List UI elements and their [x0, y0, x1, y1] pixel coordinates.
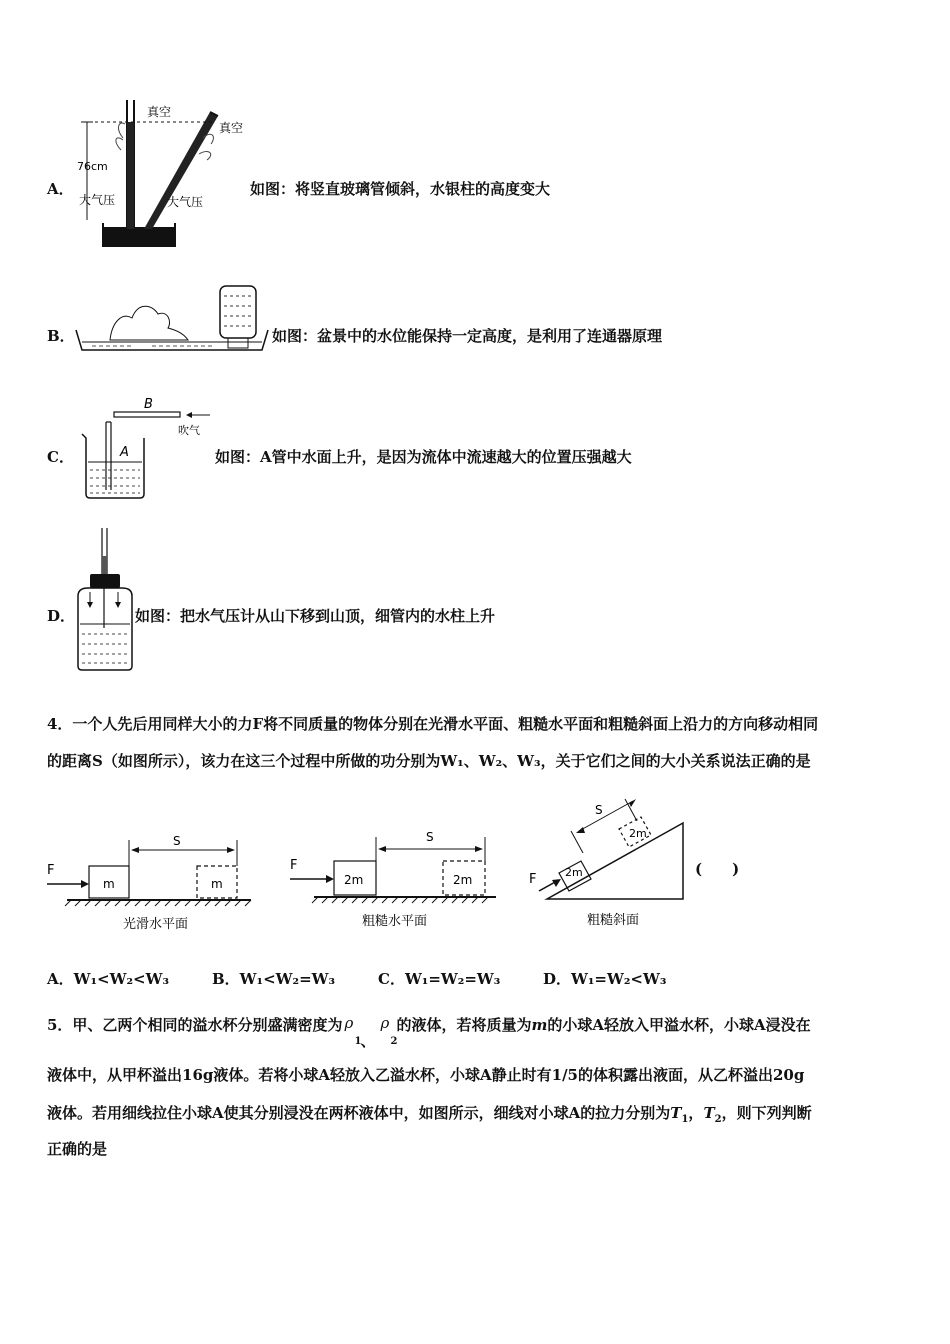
caption-2: 粗糙水平面	[362, 914, 428, 929]
q4-line-2: 的距离S（如图所示），该力在这三个过程中所做的功分别为W₁、W₂、W₃，关于它们之间的大小关系说法正确的是	[47, 752, 811, 770]
q5-line-3	[47, 1102, 812, 1125]
option-a-figure	[75, 98, 245, 250]
option-b-letter: B．	[47, 327, 75, 345]
rho-sep: 、	[360, 1032, 376, 1050]
q4-answer-paren: ( )	[695, 860, 740, 878]
option-b-figure	[72, 282, 272, 358]
q4-choice-c: C．W₁=W₂=W₃	[378, 970, 501, 988]
q5-line-1-c: 的小球A轻放入甲溢水杯，小球A浸没在	[547, 1016, 811, 1034]
q4-figure-smooth	[45, 830, 255, 934]
vacuum-label-2: 真空	[219, 121, 244, 135]
t-comma: ，	[688, 1104, 704, 1122]
atm-label-2: 大气压	[167, 195, 204, 209]
q4-choice-b: B．W₁<W₂=W₃	[212, 970, 336, 988]
mass-label-2b: 2m	[453, 873, 473, 887]
mass-label-3: 2m	[565, 866, 583, 879]
mass-label-1b: m	[211, 877, 223, 891]
mass-label-2: 2m	[344, 873, 364, 887]
t1-symbol: T	[670, 1104, 682, 1122]
q5-line-4: 正确的是	[47, 1140, 108, 1158]
dist-label-1: S	[173, 834, 181, 848]
vacuum-label-1: 真空	[147, 105, 172, 119]
q5-line-3-b: ，则下列判断	[721, 1104, 812, 1122]
force-label-1: F	[47, 863, 55, 878]
atm-label-1: 大气压	[79, 193, 116, 207]
dist-label-3: S	[595, 803, 603, 817]
option-c-figure	[76, 394, 216, 502]
height-label: 76cm	[77, 160, 108, 173]
rho-1: ρ	[344, 1014, 354, 1032]
option-d-figure	[74, 528, 136, 672]
option-a-letter: A．	[47, 180, 74, 198]
blow-label: 吹气	[178, 424, 200, 437]
q5-line-3-a: 液体。若用细线拉住小球A使其分别浸没在两杯液体中，如图所示，细线对小球A的拉力分别为	[47, 1104, 671, 1122]
t2-sub: 2	[714, 1114, 722, 1125]
mass-label-1: m	[103, 877, 115, 891]
rho-2: ρ	[380, 1014, 390, 1032]
option-a-text: 如图：将竖直玻璃管倾斜，水银柱的高度变大	[250, 180, 551, 198]
option-c-text: 如图：A管中水面上升，是因为流体中流速越大的位置压强越大	[215, 448, 632, 466]
q4-figure-rough	[288, 823, 498, 933]
mass-label-3b: 2m	[629, 827, 647, 840]
q5-line-1	[47, 1014, 811, 1050]
caption-1: 光滑水平面	[123, 917, 189, 932]
option-d-letter: D．	[47, 607, 76, 625]
rho-2-sub: 2	[390, 1036, 398, 1047]
t2-symbol: T	[703, 1104, 715, 1122]
option-d-text: 如图：把水气压计从山下移到山顶，细管内的水柱上升	[135, 607, 496, 625]
option-c-letter: C．	[47, 448, 74, 466]
force-label-2: F	[290, 858, 298, 873]
q5-line-1-a: 5．甲、乙两个相同的溢水杯分别盛满密度为	[47, 1016, 343, 1034]
q5-line-1-b: 的液体，若将质量为	[396, 1016, 532, 1034]
q4-choice-d: D．W₁=W₂<W₃	[543, 970, 667, 988]
t1-sub: 1	[681, 1114, 689, 1125]
q4-line-1: 4．一个人先后用同样大小的力F将不同质量的物体分别在光滑水平面、粗糙水平面和粗糙斜面上沿力的方向移动相同	[47, 715, 819, 733]
q5-line-2: 液体中，从甲杯溢出16g液体。若将小球A轻放入乙溢水杯，小球A静止时有1/5的体积露出液面，从乙杯溢出20g	[47, 1066, 805, 1084]
rho-1-sub: 1	[354, 1036, 362, 1047]
q4-figure-incline	[525, 787, 690, 933]
tube-a-label: A	[120, 445, 129, 460]
q5-mass-symbol: m	[531, 1016, 548, 1034]
q4-choice-a: A．W₁<W₂<W₃	[47, 970, 170, 988]
dist-label-2: S	[426, 830, 434, 844]
tube-b-label: B	[144, 397, 153, 412]
caption-3: 粗糙斜面	[587, 913, 640, 928]
option-b-text: 如图：盆景中的水位能保持一定高度，是利用了连通器原理	[272, 327, 663, 345]
force-label-3: F	[529, 872, 537, 887]
